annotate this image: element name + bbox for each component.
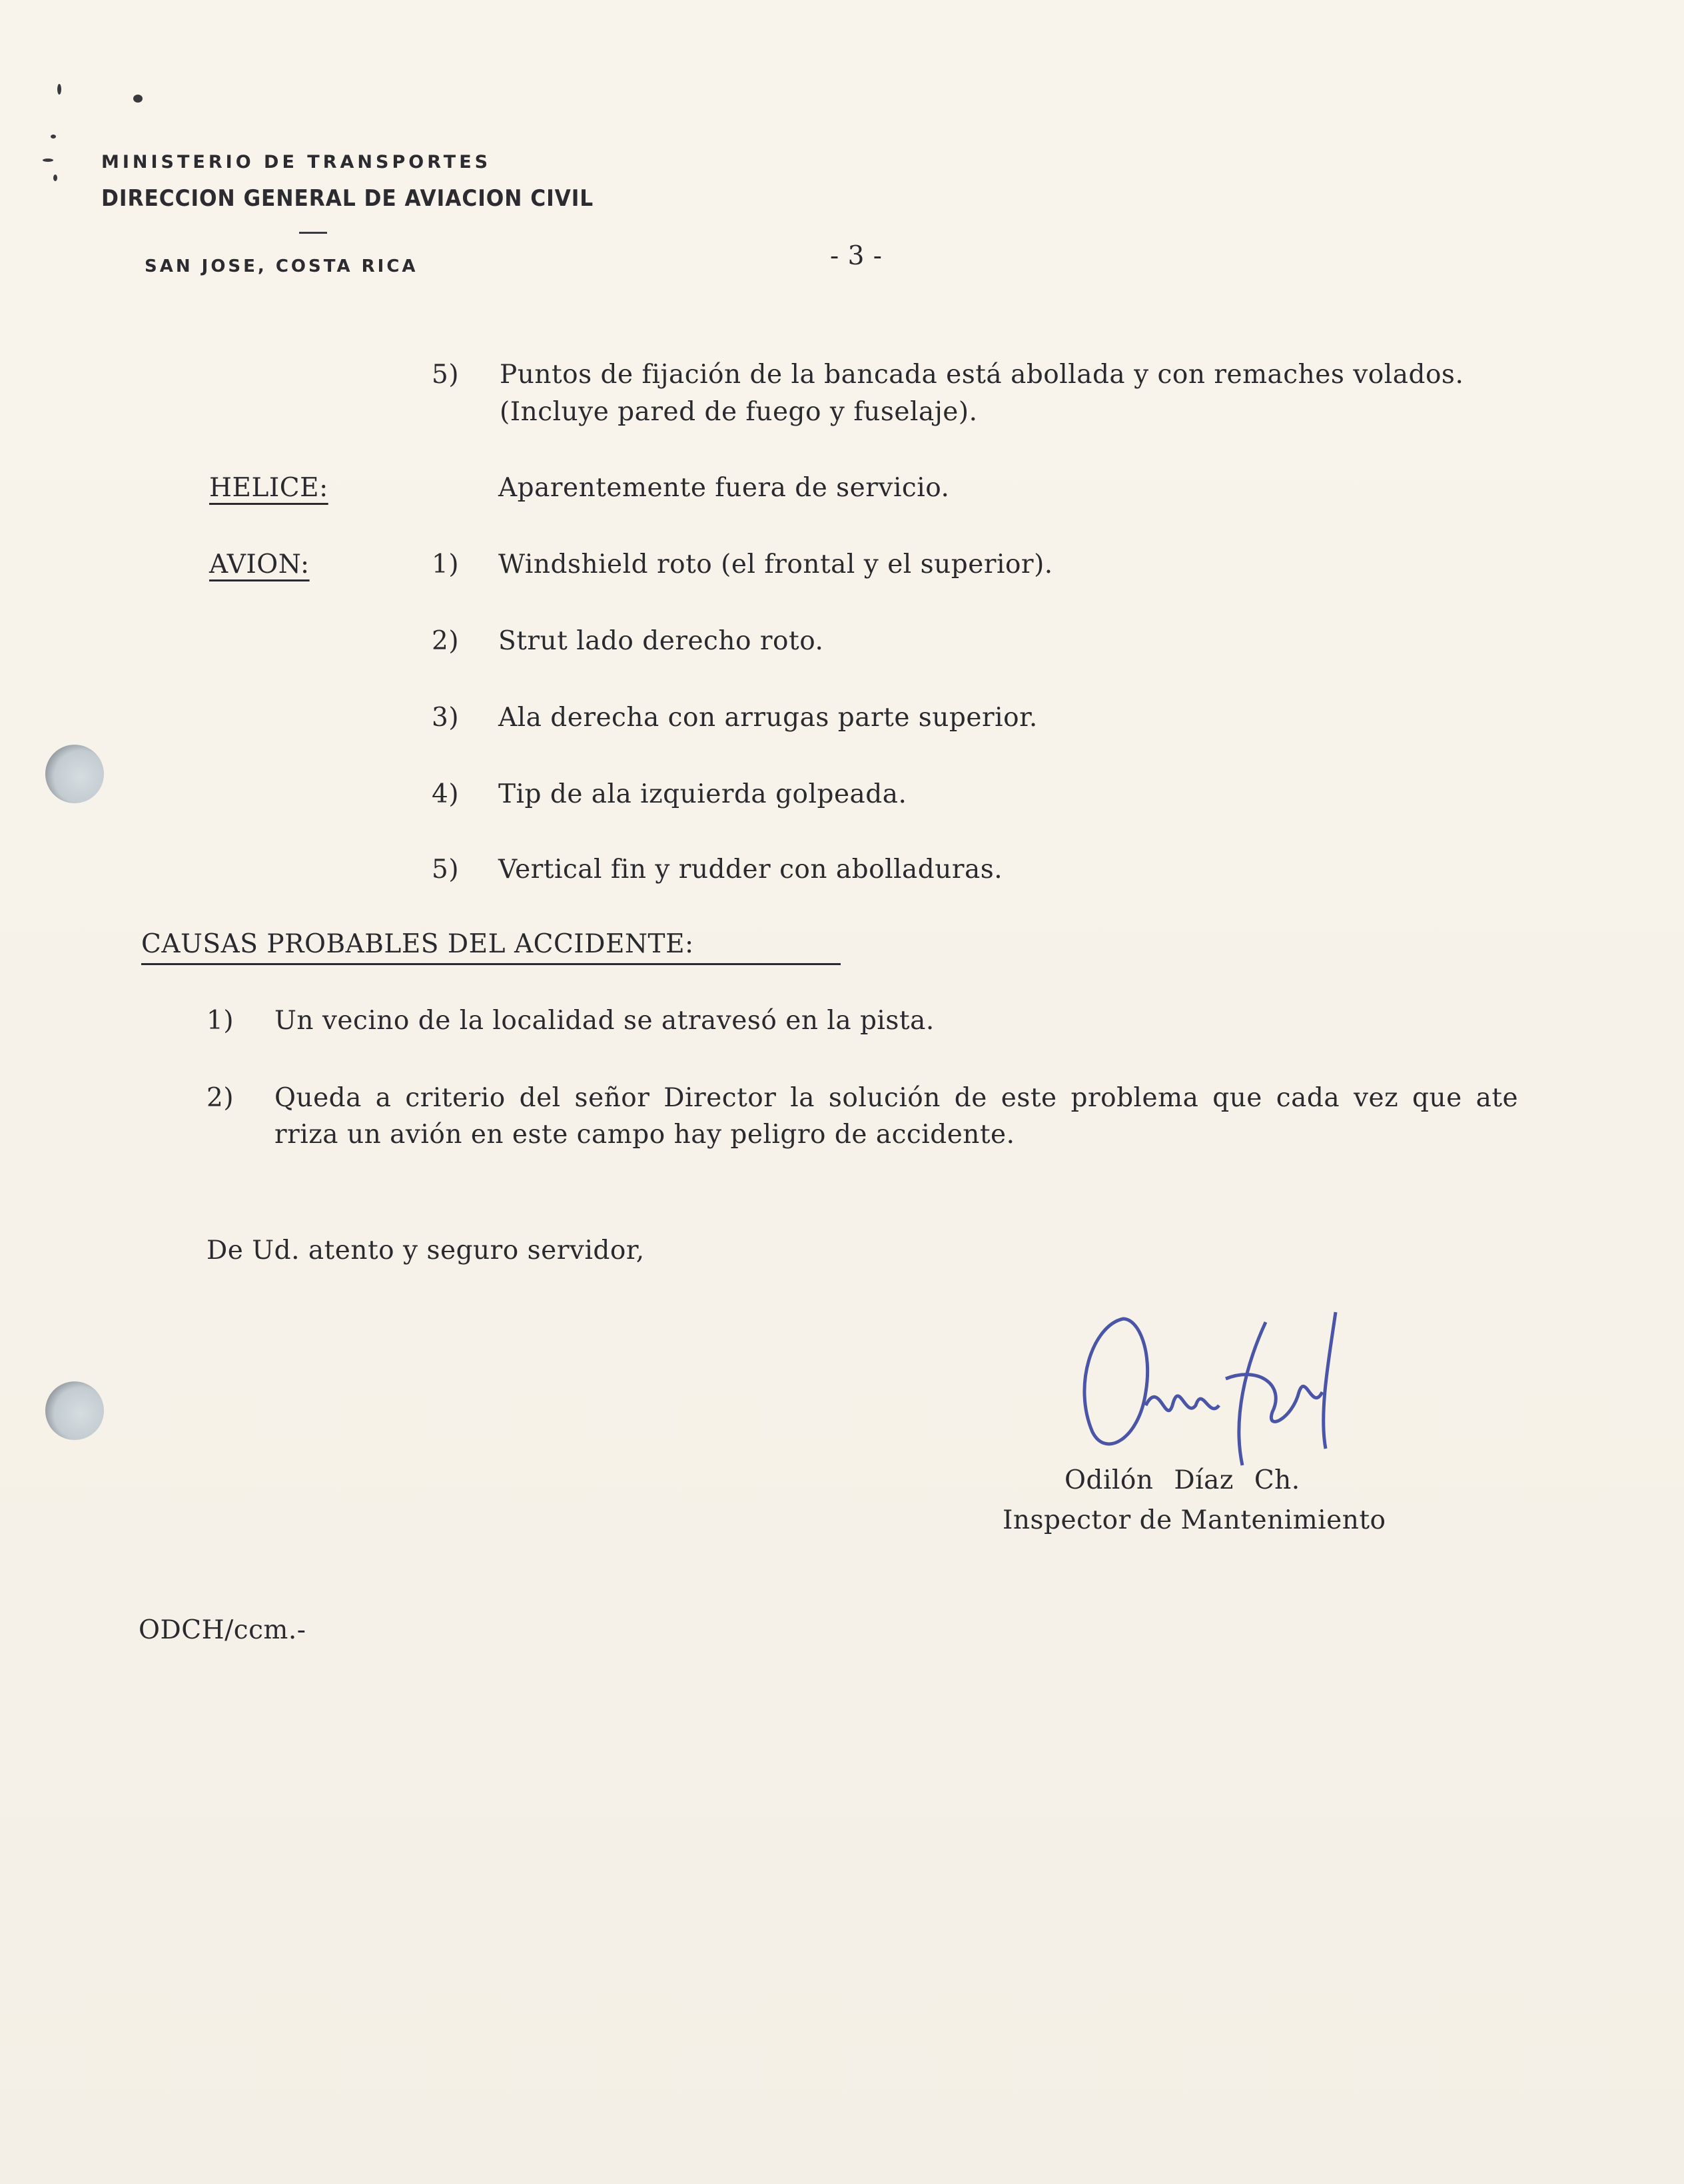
section-label-avion: AVION: [209,549,310,579]
list-item-text: Windshield roto (el frontal y el superior). [498,549,1053,579]
letterhead-location: SAN JOSE, COSTA RICA [145,256,418,276]
hole-punch [45,745,104,803]
margin-mark [51,135,56,139]
list-number: 1) [207,1006,234,1036]
letterhead-directorate: DIRECCION GENERAL DE AVIACION CIVIL [101,185,594,212]
closing-phrase: De Ud. atento y seguro servidor, [207,1236,645,1266]
list-item-text: Ala derecha con arrugas parte superior. [498,703,1038,733]
list-number: 2) [432,626,460,656]
margin-mark [133,95,143,103]
margin-mark [43,159,53,162]
list-number: 3) [432,703,460,733]
margin-mark [53,175,57,181]
handwritten-signature [1066,1305,1372,1479]
section-label-helice: HELICE: [209,473,328,503]
list-item-text: rriza un avión en este campo hay peligro de accidente. [274,1120,1015,1150]
letterhead-ministry: MINISTERIO DE TRANSPORTES [101,152,492,173]
list-item-text: Un vecino de la localidad se atravesó en la pista. [274,1006,935,1036]
helice-text: Aparentemente fuera de servicio. [498,473,950,503]
list-item-text: (Incluye pared de fuego y fuselaje). [500,397,978,427]
hole-punch [45,1381,104,1440]
list-item-text: Vertical fin y rudder con abolladuras. [498,855,1003,885]
signer-title: Inspector de Mantenimiento [1003,1505,1386,1535]
page-number: - 3 - [830,241,883,271]
heading-underline [141,963,841,965]
signer-name: Odilón Díaz Ch. [1064,1465,1300,1495]
list-item-text: Queda a criterio del señor Director la solución de este problema que cada vez que ate [274,1083,1519,1113]
margin-mark [57,84,61,95]
list-number: 4) [432,779,460,809]
list-number: 1) [432,549,460,579]
list-number: 5) [432,360,460,390]
section-heading-causas: CAUSAS PROBABLES DEL ACCIDENTE: [141,929,694,959]
letterhead-rule [299,232,327,234]
list-item-text: Strut lado derecho roto. [498,626,824,656]
list-number: 2) [207,1083,234,1113]
list-item-text: Puntos de fijación de la bancada está abollada y con remaches volados. [500,360,1464,390]
list-item-text: Tip de ala izquierda golpeada. [498,779,907,809]
reference-initials: ODCH/ccm.- [139,1615,306,1645]
list-number: 5) [432,855,460,885]
